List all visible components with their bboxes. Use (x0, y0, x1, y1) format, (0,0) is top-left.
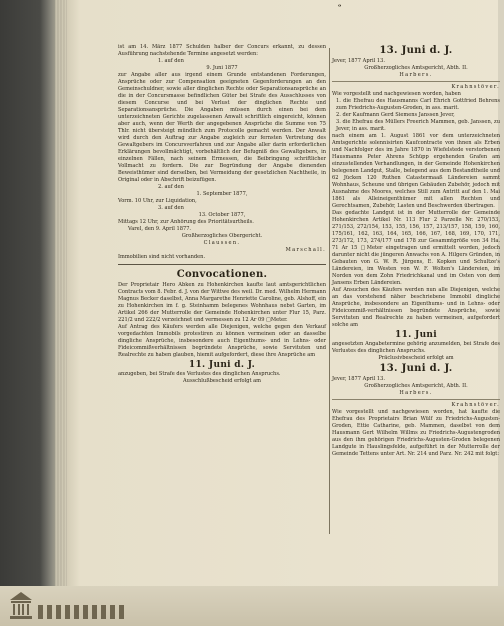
claim-penalty: angesetzten Angabetermine gehörig anzumelden, bei Strafe des Verlustes des dinglichen Anspruchs. (332, 341, 500, 354)
judge-signature: Claussen. (203, 240, 241, 246)
clerk-note-1: Krahnstöver. (451, 84, 500, 90)
signature-2: Harbers. (399, 390, 433, 396)
deadline-date-3: 13. Juni d. J. (379, 363, 453, 374)
convocation-text-3: anzugeben, bei Strafe des Verlustes des dinglichen Anspruchs. (118, 371, 281, 377)
column-divider (329, 48, 330, 534)
party-item-2: 2. der Kaufmann Gerd Siemens Janssen Jever, (336, 112, 455, 118)
preclusion-note: Präclusivbescheid erfolgt am (378, 355, 454, 361)
book-page-edges (55, 0, 67, 626)
court-name-1: Großherzogliches Amtsgericht, Abth. II. (364, 65, 468, 71)
deadline-date-1: 13. Juni d. J. (379, 45, 453, 56)
place-date-1: Jever, 1877 April 13. (332, 58, 385, 64)
deadline-date: 11. Juni d. J. (188, 360, 256, 370)
registrar-signature: Marschall. (285, 247, 326, 253)
term-time-3: Mittags 12 Uhr, zur Anhörung des Prioritätsurtheils. (118, 219, 254, 225)
clerk-note-2: Krahnstöver. (451, 402, 500, 408)
term-item-3: 3. auf den (158, 205, 184, 211)
top-right-header: ᵒ (338, 2, 342, 11)
signature-1: Harbers. (399, 72, 433, 78)
term-date-1: 9. Juni 1877 (206, 65, 238, 71)
term-time-2: Vorm. 10 Uhr, zur Liquidation, (118, 198, 197, 204)
no-real-estate-note: Immobilien sind nicht vorhanden. (118, 254, 206, 260)
scan-marker-strip (38, 604, 500, 618)
party-item-1: 1. die Ehefrau des Hausmanns Carl Ehrich Gottfried Behrens zum Friedrichs-Augusten-Groden, in ass. marit. (336, 98, 500, 111)
term-date-2: 1. September 1877, (196, 191, 248, 197)
second-sale-description: Wie vorgestellt und nachgewiesen worden, hat kaufte die Ehefrau des Proprietairs Brian Wülf zu Friedrichs-Augusten-Groden, Ettie Catharine, geb. Mammen, daselbst von dem Hausmann Gert Wilhelm Willms zu Friedrichs-Augustengroden aus den ihm gehörigen Friedrichs-Augusten-Groden belegenen Landgute in Hauslingsfelde, aufgeführt in der Mutterrolle der Gemeinde Tettens unter Art. Nr. 214 und Parz. Nr. 242 mit folgt: (332, 409, 500, 457)
notice-body: zur Angabe aller aus irgend einem Grunde entstandenen Forderungen, Ansprüche oder zur Compensation geeigneten Gegenforderungen an den Gemeinschuldner, sowie aller dinglichen Rechte oder Separationsansprüche an die in der Concursmasse befindlichen Güter bei Strafe des Ausschlusses von diesem Concurse und bei Verlust der dinglichen Rechte und Separationsansprüche. Die Angaben müssen durch einen bei dem unterzeichneten Gerichte zugelassenen Anwalt schriftlich eingereicht, können aber auch, wenn der Werth der angegebenen Ansprüche die Summe von 75 Thlr. nicht übersteigt mündlich zum Protocolle gemacht werden. Der Anwalt wird durch den Auftrag zur Angabe zugleich zur fernsten Vertretung des Gewaltgebers im Concursverfahren und zur Angabe aller darin erforderlichen Erklärungen bevollmächtigt, vorbehältlich der Befugniß des Gewaltgebers, in einzelnen Fällen, nach seinem Ermessen, die Beibringung schriftlicher Vollmacht zu fordern. Die zur Begründung der Angabe dienenden Beweisthümer sind derselben, bei Vermeidung der gesetzlichen Nachtheile, in Original oder in Abschrift beizufügen. (118, 72, 326, 183)
term-item-2: 2. auf den (158, 184, 184, 190)
library-building-icon (8, 590, 34, 620)
section-heading-convocations: Convocationen. (176, 269, 268, 280)
notice-intro: ist am 14. März 1877 Schulden halber der Concurs erkannt, zu dessen Ausführung nachstehende Termine angesetzt werden: (118, 44, 326, 57)
place-date-2: Jever, 1877 April 13. (332, 376, 385, 382)
section-rule (118, 264, 326, 265)
exclusion-note: Ausschlußbescheid erfolgt am (182, 378, 261, 384)
parcel-description: Das gedachte Landgut ist in der Mutterrolle der Gemeinde Hohenkirchen Artikel Nr. 113 Flur 2 Parzelle Nr. 270/153, 271/153, 272/154, 153, 155, 156, 157, 213/157, 158, 159, 160, 175/161, 162, 163, 164, 165, 166, 167, 168, 169, 170, 171, 273/172, 173, 274/177 und 178 zur Gesammtgröße von 34 Ha. 71 Ar 15 □Meter eingetragen und ermittelt worden, jedoch darunter nicht die jüngeren Anwachs von A. Hilgers Gründen, in Gebauten von G. W. R. Jürgens, E. Kopken und Schultze's Ländereien, im Westen von W. F. Wolten's Ländereien, im Norden von dem Zohn Friedrichkanal und im Osten von dem Jansens Erben Ländereien. (332, 210, 500, 286)
term-date-3: 13. October 1877, (198, 212, 246, 218)
party-item-3: 3. die Ehefrau des Müllers Freerich Mammen, geb. Janssen, zu Jever, in ass. marit. (336, 119, 500, 132)
claim-request: Auf Ansuchen des Käufers werden nun alle Diejenigen, welche an das vorstehend näher beschriebene Immobil dingliche Ansprüche, insbesondere an Eigenthums- und in Lehns- oder Fideicommiß-verhältnissen begründete Ansprüche, sowie Servituten und Realrechte zu haben vermeinen, aufgefordert solche am (332, 287, 500, 328)
convocation-text-2: Auf Antrag des Käufers werden alle Diejenigen, welche gegen den Verkauf vorgedachten Immobils protestiren zu können vermeinen oder an dasselbe dingliche Ansprüche, insbesondere auch Eigenthums- und in Lehns- oder Fideicommißverhältnissen begründete Ansprüche, sowie Servituten und Realrechte zu haben glauben, hiemit aufgefordert, diese ihre Ansprüche am (118, 324, 326, 358)
rule-1 (332, 81, 500, 82)
court-name-2: Großherzogliches Amtsgericht, Abth. II. (364, 383, 468, 389)
rule-2 (332, 399, 500, 400)
right-column (332, 44, 500, 458)
convocation-text: Der Proprietair Hero Abken zu Hohenkirchen kaufte laut amtsgerichtlichen Contracts vom 8. Febr. d. J. von der Wittwe des weil. Dr. med. Wilhelm Hermann Magnus Becker daselbst, Anna Margarethe Henriette Caroline, geb. Alshoff, ein zu Hohenkirchen im f. g. Steinhamm belegenes Wohnhaus nebst Garten, im Artikel 266 der Mutterrolle der Gemeinde Hohenkirchen unter Flur 15, Parz. 221/2 und 222/2 verzeichnet und vermessen zu 12 Ar 09 □Meter. (118, 282, 326, 323)
court-name: Großherzogliches Obergericht. (181, 233, 263, 239)
right-intro: Wie vorgestellt und nachgewiesen worden, haben (332, 91, 461, 97)
left-column (118, 44, 326, 385)
sale-description: nach einem am 1. August 1861 vor dem unterzeichneten Amtsgerichte solennisirten Kaufcontracte von ihnen als Erben und Nachfolger des im Jahre 1870 in Wiefelstede verstorbenen Hausmanns Peter Ahrens Schüpp ergehenden Grafen am einzustellenden Verhandlungen, in der Gemeinde Hohenkirchen belegenen Landgut, Stalle, belegend aus dem Bestandtheile und 62 Jücken 120 Ruthen Catastermaaß Ländereien sammt Wohnhaus, Scheune und übrigen Gebäuden Zubehör, jedoch mit Ausnahme des Moores, welches Still zum Antritt auf den 1. Mai 1861 als Alleineigenthümer mit allen Rechten und Gerechtsamen, Zubehör, Lasten und Beschwerden übertragen. (332, 133, 500, 209)
deadline-date-2: 11. Juni (395, 330, 437, 340)
term-item-1: 1. auf den (158, 58, 184, 64)
place-date: Varel, den 9. April 1877. (128, 226, 192, 232)
